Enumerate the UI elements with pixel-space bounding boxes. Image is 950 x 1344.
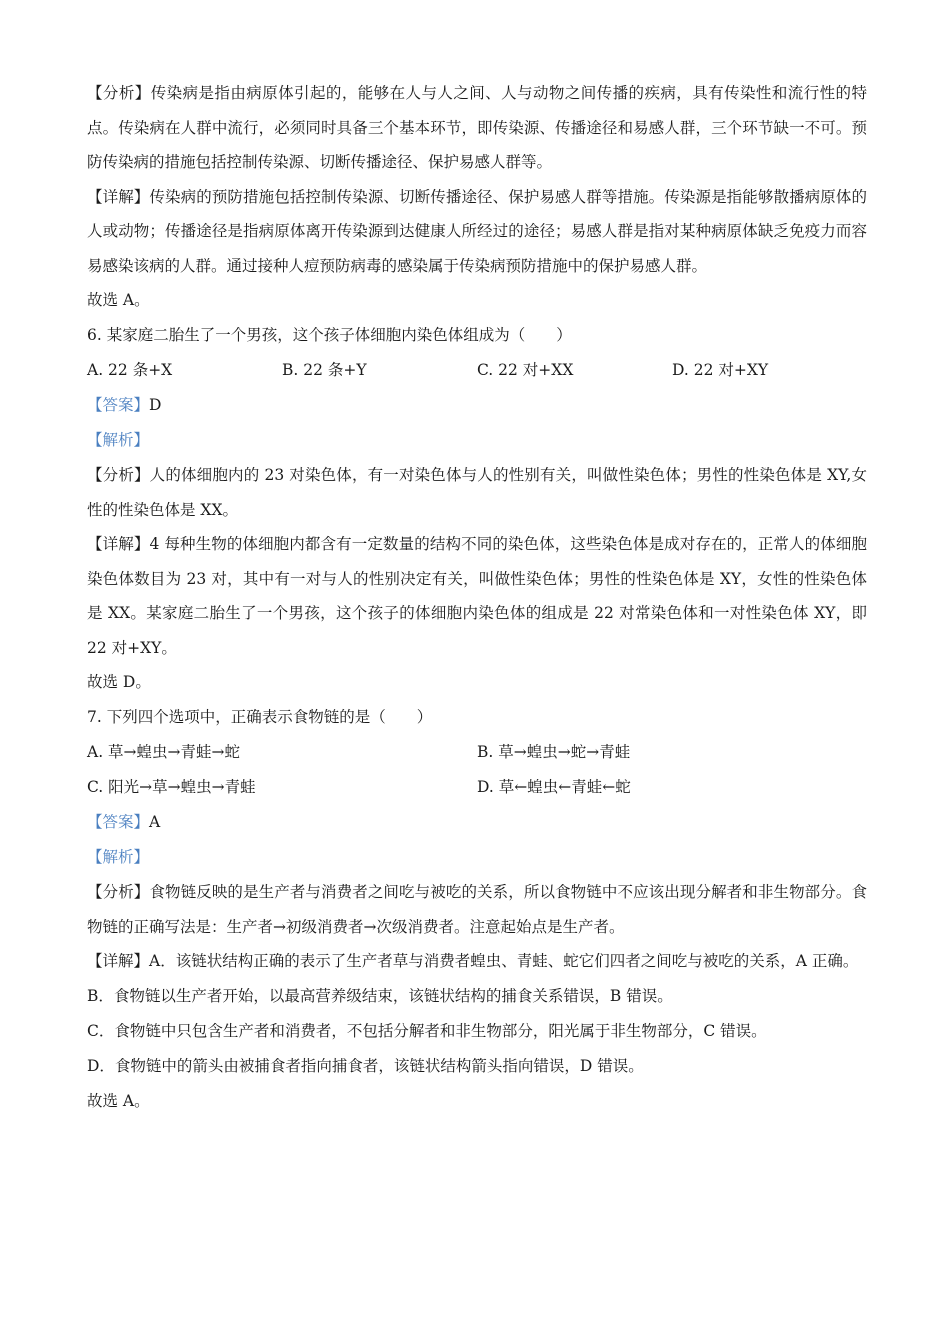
q6-analysis: 【分析】人的体细胞内的 23 对染色体，有一对染色体与人的性别有关，叫做性染色体；男性的性染色体是 XY,女性的性染色体是 XX。 <box>87 466 867 519</box>
q5-conclusion: 故选 A。 <box>87 291 150 309</box>
q7-detail-c: C．食物链中只包含生产者和消费者，不包括分解者和非生物部分，阳光属于非生物部分，C 错误。 <box>87 1021 767 1040</box>
q7-jiexi-tag: 【解析】 <box>87 848 150 866</box>
q5-analysis: 【分析】传染病是指由病原体引起的，能够在人与人之间、人与动物之间传播的疾病，具有传染性和流行性的特点。传染病在人群中流行，必须同时具备三个基本环节，即传染源、传播途径和易感人群，三个环节缺一不可。预防传染病的措施包括控制传染源、切断传播途径、保护易感人群等。 <box>87 84 867 171</box>
q6-option-a: A. 22 条+X <box>87 361 173 379</box>
q7-detail-d: D．食物链中的箭头由被捕食者指向捕食者，该链状结构箭头指向错误，D 错误。 <box>87 1056 644 1075</box>
q6-answer-tag: 【答案】 <box>87 396 150 414</box>
q7-detail-b: B．食物链以生产者开始，以最高营养级结束，该链状结构的捕食关系错误，B 错误。 <box>87 986 673 1005</box>
q6-detail: 【详解】4 每种生物的体细胞内都含有一定数量的结构不同的染色体，这些染色体是成对存在的，正常人的体细胞染色体数目为 23 对，其中有一对与人的性别决定有关，叫做性染色体；男性的性染色体是 XY，女性的性染色体是 XX。某家庭二胎生了一个男孩，这个孩子的体细胞内染色体的组成是 22 对常染色体和一对性染色体 XY，即 22 对+XY。 <box>87 535 867 657</box>
q7-conclusion: 故选 A。 <box>87 1091 150 1110</box>
document-page <box>87 76 867 1119</box>
q7-option-d: D. 草←蝗虫←青蛙←蛇 <box>477 778 631 796</box>
q6-option-b: B. 22 条+Y <box>282 361 367 379</box>
q6-conclusion: 故选 D。 <box>87 673 151 691</box>
q7-detail-a: 【详解】A．该链状结构正确的表示了生产者草与消费者蝗虫、青蛙、蛇它们四者之间吃与被吃的关系，A 正确。 <box>87 952 859 970</box>
q7-option-c: C. 阳光→草→蝗虫→青蛙 <box>87 778 256 796</box>
q7-options-row1 <box>87 735 867 770</box>
q7-question: 7. 下列四个选项中，正确表示食物链的是（ ） <box>87 708 433 726</box>
q6-option-c: C. 22 对+XX <box>477 361 574 379</box>
q7-option-b: B. 草→蝗虫→蛇→青蛙 <box>477 743 631 761</box>
q7-answer: A <box>149 813 161 831</box>
q6-question: 6. 某家庭二胎生了一个男孩，这个孩子体细胞内染色体组成为（ ） <box>87 326 572 344</box>
q6-answer-line <box>87 388 867 423</box>
q6-option-d: D. 22 对+XY <box>672 361 769 379</box>
q7-answer-tag: 【答案】 <box>87 813 150 831</box>
q7-answer-line <box>87 805 867 840</box>
q7-options-row2 <box>87 770 867 805</box>
q7-option-a: A. 草→蝗虫→青蛙→蛇 <box>87 743 241 761</box>
q6-options <box>87 353 867 388</box>
q5-detail: 【详解】传染病的预防措施包括控制传染源、切断传播途径、保护易感人群等措施。传染源是指能够散播病原体的人或动物；传播途径是指病原体离开传染源到达健康人所经过的途径；易感人群是指对某种病原体缺乏免疫力而容易感染该病的人群。通过接种人痘预防病毒的感染属于传染病预防措施中的保护易感人群。 <box>87 187 867 275</box>
q6-jiexi-tag: 【解析】 <box>87 431 150 449</box>
q7-analysis: 【分析】食物链反映的是生产者与消费者之间吃与被吃的关系，所以食物链中不应该出现分解者和非生物部分。食物链的正确写法是：生产者→初级消费者→次级消费者。注意起始点是生产者。 <box>87 883 867 936</box>
q6-answer: D <box>149 396 162 414</box>
